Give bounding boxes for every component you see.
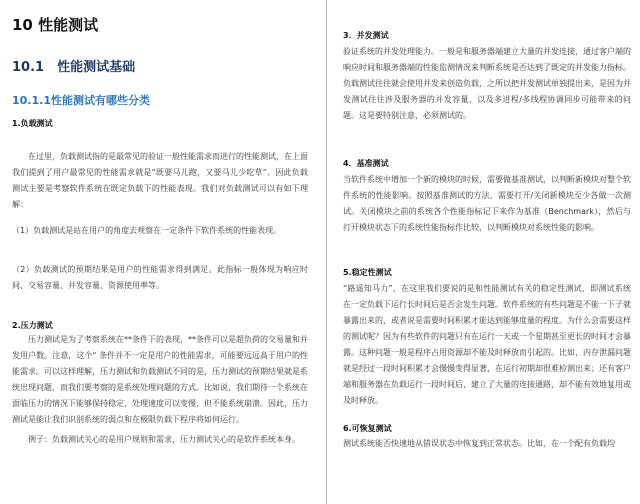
load-test-intro: 在过里，负载测试指的是最常见的验证一般性能需求而进行的性能测试，在上面我们提到了用户最常见的性能需求就是“既要马儿跑，又要马儿少吃草”。因此负载测试主要是考察软件系统在既定负载下的性能表现。我们对负载测试可以有如下理解： (12, 152, 308, 209)
recovery-test-body: 测试系统能否快速地从错误状态中恢复到正常状态。比如，在一个配有负载均 (343, 439, 615, 448)
section-title: 10.1 性能测试基础 (12, 60, 136, 75)
load-test-point-1: （1）负载测试是站在用户的角度去观察在一定条件下软件系统的性能表现。 (12, 226, 282, 235)
column-divider (326, 0, 327, 504)
stress-test-body: 压力测试是为了考察系统在**条件下的表现，**条件可以是超负荷的交易量和并发用户数。注意，这个“ 条件并不一定是用户的性能需求，可能要远远高于用户的性能需求。可以这样理解，压力测试和负载测试不同的是，压力测试的预期结果就是系统出现问题，而我们要考察的是系统处理问题的方式。比如说，我们期待一个系统在面临压力的情况下能够保持稳定，处理速度可以变慢，但不能系统崩溃。因此，压力测试是能让我们识别系统的弱点和在极限负载下程序将如何运行。 (12, 335, 308, 424)
concurrency-test-body: 验证系统的并发处理能力。一般是和服务器端建立大量的并发连接，通过客户端的响应时间和服务器端的性能监测情况来判断系统是否达到了既定的并发能力指标。负载测试往往就会使用并发来创造负载，之所以把并发测试单独提出来，是因为并发测试往往涉及服务器的并发容量，以及多进程/多线程协调同步可能带来的问题。这是要特别注意，必须测试的。 (343, 47, 631, 120)
chapter-title: 10 性能测试 (12, 16, 99, 34)
subsection-title: 10.1.1性能测试有哪些分类 (12, 94, 150, 107)
stress-test-example: 例子：负载测试关心的是用户规则和需求，压力测试关心的是软件系统本身。 (28, 435, 300, 444)
heading-stress-test: 2.压力测试 (12, 321, 53, 330)
benchmark-test-body: 当软件系统中增加一个新的模块的时候，需要做基准测试，以判断新模块对整个软件系统的性能影响。按照基准测试的方法，需要打开/关闭新模块至少各做一次测试。关闭模块之前的系统各个性能指标记下来作为基准（Benchmark），然后与打开模块状态下的系统性能指标作比较，以判断模块对系统性能的影响。 (343, 175, 631, 232)
heading-load-test: 1.负载测试 (12, 119, 53, 128)
heading-recovery-test: 6.可恢复测试 (343, 424, 392, 433)
left-column (12, 0, 308, 504)
heading-stability-test: 5.稳定性测试 (343, 268, 392, 277)
heading-concurrency-test: 3．并发测试 (343, 31, 389, 40)
load-test-point-2: （2）负载测试的预期结果是用户的性能需求得到满足。此指标一般体现为响应时间、交易容量、并发容量、资源使用率等。 (12, 265, 308, 290)
heading-benchmark-test: 4．基准测试 (343, 159, 389, 168)
stability-test-body: “路遥知马力”，在这里我们要说的是和性能测试有关的稳定性测试，即测试系统在一定负载下运行长时间后是否会发生问题。软件系统的有些问题是不能一下子就暴露出来的，或者说是需要时间积累才能达到能够度量的程度。为什么会需要这样的测试呢？因为有些软件的问题只有在运行一天或一个星期甚至更长的时间才会暴露。这种问题一般是程序占用资源却不能及时释放而引起的。比如，内存泄漏问题就是经过一段时间积累才会慢慢变得显著，在运行初期却很难检测出来；还有客户端和服务器在负载运行一段时间后，建立了大量的连接通路，却不能有效地复用或及时释放。 (343, 284, 631, 405)
right-column (343, 0, 631, 504)
